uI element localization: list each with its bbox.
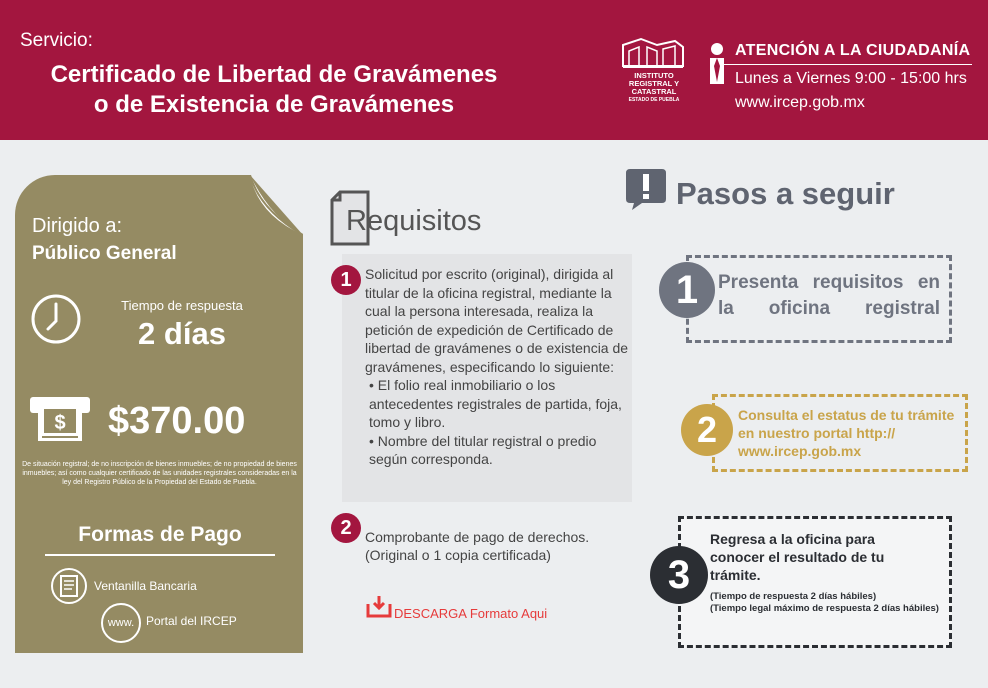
price-note: De situación registral; de no inscripción de bienes inmuebles; de no propiedad de bienes inmuebles; así como cualquier certificado de las unidades registrales consideradas en la ley del Registro Público de la Propiedad del Estado de Puebla. bbox=[22, 461, 297, 486]
attention-divider bbox=[722, 64, 972, 65]
page-fold-icon bbox=[250, 175, 303, 235]
requirement-1-bullet-1: • El folio real inmobiliario o los antecedentes registrales de partida, foja, tomo y libro. bbox=[369, 377, 622, 430]
step-1-text: Presenta requisitos en la oficina registral bbox=[718, 272, 940, 319]
logo-text bbox=[614, 72, 694, 104]
step-3-text: Regresa a la oficina para conocer el resultado de tu trámite. bbox=[710, 531, 885, 583]
directed-label: Dirigido a: bbox=[32, 215, 123, 237]
step-3-number: 3 bbox=[650, 546, 708, 604]
step-3-note-2: (Tiempo legal máximo de respuesta 2 días hábiles) bbox=[710, 602, 939, 614]
web-icon-text: www. bbox=[107, 617, 135, 629]
logo-line-3: CATASTRAL bbox=[631, 87, 677, 96]
web-icon bbox=[101, 603, 141, 643]
attention-hours: Lunes a Viernes 9:00 - 15:00 hrs bbox=[735, 70, 967, 87]
requirement-1-bullet-2: • Nombre del titular registral o predio según corresponda. bbox=[369, 432, 597, 467]
price: $370.00 bbox=[108, 400, 246, 442]
requirement-1 bbox=[365, 265, 635, 469]
requirements-title: Requisitos bbox=[346, 205, 482, 237]
response-time-value: 2 días bbox=[138, 316, 226, 351]
logo-line-4: ESTADO DE PUEBLA bbox=[628, 97, 680, 103]
step-2-text: Consulta el estatus de tu trámite en nuestro portal http:// www.ircep.gob.mx bbox=[738, 407, 955, 459]
attention-website-link[interactable]: www.ircep.gob.mx bbox=[735, 94, 865, 111]
requirement-1-text: Solicitud por escrito (original), dirigida al titular de la oficina registral, mediante la cual la persona interesada, realiza la petición de expedición de Certificado de libertad de gravámenes o de existencia de gravámenes, especificando lo siguiente: bbox=[365, 266, 629, 375]
step-3-note-1: (Tiempo de respuesta 2 días hábiles) bbox=[710, 591, 877, 602]
document-icon bbox=[50, 567, 88, 605]
payment-portal-label: Portal del IRCEP bbox=[146, 614, 237, 628]
header-banner bbox=[0, 0, 988, 140]
title-line-2: o de Existencia de Gravámenes bbox=[93, 91, 455, 118]
page-title bbox=[14, 60, 534, 120]
service-label: Servicio: bbox=[20, 30, 93, 51]
logo-line-1: INSTITUTO bbox=[634, 71, 674, 80]
payment-divider bbox=[45, 554, 275, 556]
step-2-number: 2 bbox=[681, 404, 733, 456]
attention-title: ATENCIÓN A LA CIUDADANÍA bbox=[735, 42, 971, 59]
payment-bank-label: Ventanilla Bancaria bbox=[94, 579, 197, 593]
directed-value: Público General bbox=[32, 243, 177, 264]
step-3-notes bbox=[710, 591, 940, 614]
svg-text:$: $ bbox=[54, 412, 66, 434]
payment-methods-title: Formas de Pago bbox=[78, 523, 242, 546]
step-1-number: 1 bbox=[659, 262, 715, 318]
steps-title: Pasos a seguir bbox=[676, 176, 895, 211]
clock-icon bbox=[30, 293, 82, 345]
download-form-link[interactable]: DESCARGA Formato Aqui bbox=[394, 606, 548, 621]
logo-line-2: REGISTRAL Y bbox=[628, 79, 680, 88]
response-time-label: Tiempo de respuesta bbox=[121, 298, 243, 313]
requirement-2: Comprobante de pago de derechos. (Original o 1 copia certificada) bbox=[365, 529, 590, 563]
requirement-number-2: 2 bbox=[331, 513, 361, 543]
requirement-number-1: 1 bbox=[331, 265, 361, 295]
money-icon bbox=[28, 395, 92, 445]
alert-icon bbox=[624, 165, 668, 211]
title-line-1: Certificado de Libertad de Gravámenes bbox=[50, 61, 498, 88]
download-icon[interactable] bbox=[366, 594, 392, 618]
